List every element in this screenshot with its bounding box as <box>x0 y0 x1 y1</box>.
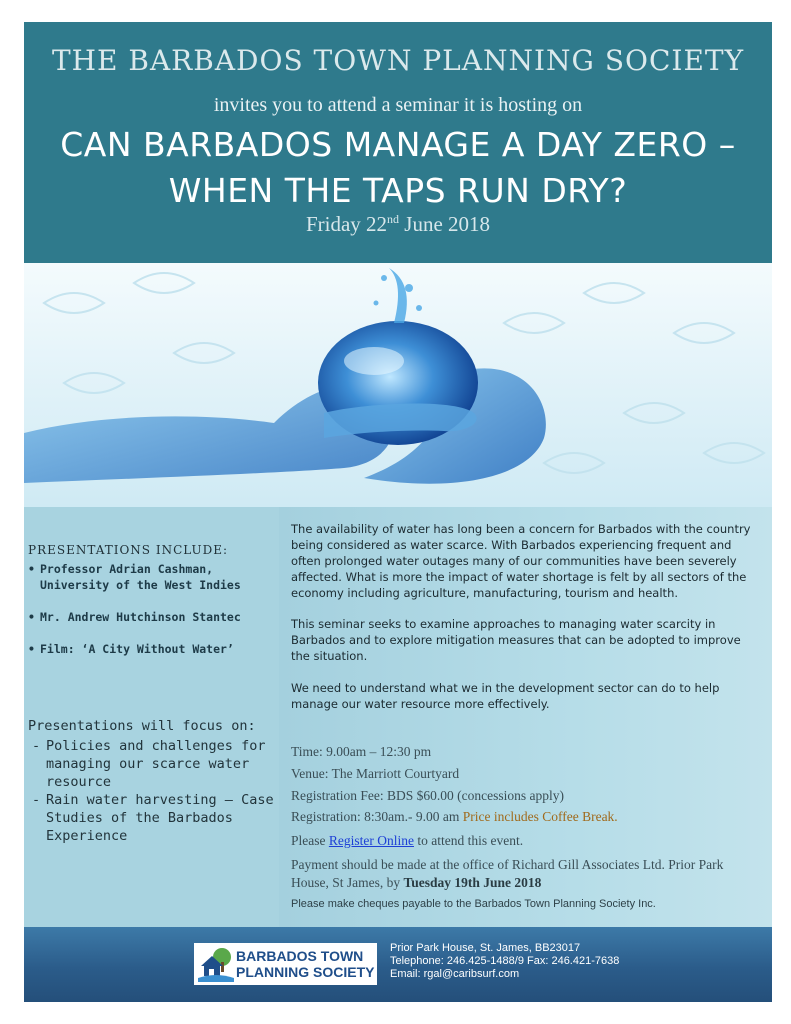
invitation-text: invites you to attend a seminar it is hosting on <box>213 94 583 116</box>
payment-text: Payment should be made at the office of Richard Gill Associates Ltd. Prior Park House, St James, by <box>291 857 724 890</box>
presenter-item: • Mr. Andrew Hutchinson Stantec <box>28 609 278 625</box>
seminar-flyer <box>24 22 772 1002</box>
date-ordinal: nd <box>387 212 400 226</box>
register-online-line <box>291 832 761 850</box>
date-suffix: June 2018 <box>399 212 491 236</box>
contact-telephone: Telephone: 246.425-1488/9 Fax: 246.421-7638 <box>390 955 620 967</box>
logo-line1: BARBADOS TOWN <box>236 948 364 964</box>
seminar-title-line2: WHEN THE TAPS RUN DRY? <box>168 171 628 210</box>
event-venue: Venue: The Marriott Courtyard <box>291 766 460 781</box>
flyer-footer <box>24 927 772 1002</box>
cheque-instructions: Please make cheques payable to the Barbados Town Planning Society Inc. <box>291 898 656 910</box>
seminar-title-line1: CAN BARBADOS MANAGE A DAY ZERO – <box>60 125 736 164</box>
presentations-list <box>28 561 278 673</box>
description-paragraph-2: This seminar seeks to examine approaches to managing water scarcity in Barbados and to explore mitigation measures that can be adopted to improve the situation. <box>291 617 741 663</box>
logo-line2: PLANNING SOCIETY <box>236 964 375 980</box>
register-online-link[interactable]: Register Online <box>328 833 414 848</box>
date-prefix: Friday 22 <box>305 212 388 236</box>
presenter-item: • Professor Adrian Cashman, University of the West Indies <box>28 561 278 593</box>
description-paragraph-1: The availability of water has long been a concern for Barbados with the country being considered as water scarce. With Barbados experiencing frequent and often prolonged water outages many of our communities have been severely affected. What is more the impact of water shortage is felt by all sectors of the economy including agriculture, manufacturing, tourism and health. <box>291 522 751 600</box>
presenters-panel <box>24 507 279 927</box>
hero-image-hands-holding-water-globe <box>24 263 772 507</box>
presentations-heading: PRESENTATIONS INCLUDE: <box>28 543 229 557</box>
contact-info <box>390 942 619 981</box>
seminar-date <box>24 212 772 237</box>
coffee-break-note: Price includes Coffee Break. <box>462 809 618 824</box>
registration-time <box>291 808 761 826</box>
seminar-title <box>24 122 772 214</box>
seminar-details-panel <box>279 507 772 927</box>
organization-title: THE BARBADOS TOWN PLANNING SOCIETY <box>51 44 745 77</box>
flyer-header <box>24 22 772 263</box>
payment-instructions <box>291 856 761 892</box>
focus-heading: Presentations will focus on: <box>28 718 256 734</box>
house-tree-logo-icon <box>198 946 234 982</box>
focus-item: - Policies and challenges for managing our scarce water resource <box>28 737 278 791</box>
presenter-item: • Film: ‘A City Without Water’ <box>28 641 278 657</box>
event-time: Time: 9.00am – 12:30 pm <box>291 744 432 759</box>
focus-list <box>28 737 278 845</box>
attend-text: to attend this event. <box>413 833 524 848</box>
payment-deadline: Tuesday 19th June 2018 <box>403 875 542 890</box>
contact-email: Email: rgal@caribsurf.com <box>390 968 520 980</box>
registration-time-text: Registration: 8:30am.- 9.00 am <box>291 809 463 824</box>
contact-address: Prior Park House, St. James, BB23017 <box>390 942 581 954</box>
focus-item: - Rain water harvesting – Case Studies of the Barbados Experience <box>28 791 278 845</box>
please-text: Please <box>291 833 329 848</box>
registration-fee: Registration Fee: BDS $60.00 (concessions apply) <box>291 788 564 803</box>
logo-text <box>236 948 374 980</box>
society-logo <box>194 943 377 985</box>
description-paragraph-3: We need to understand what we in the development sector can do to help manage our water resource more effectively. <box>291 681 720 711</box>
hands-water-globe-illustration <box>24 263 772 507</box>
